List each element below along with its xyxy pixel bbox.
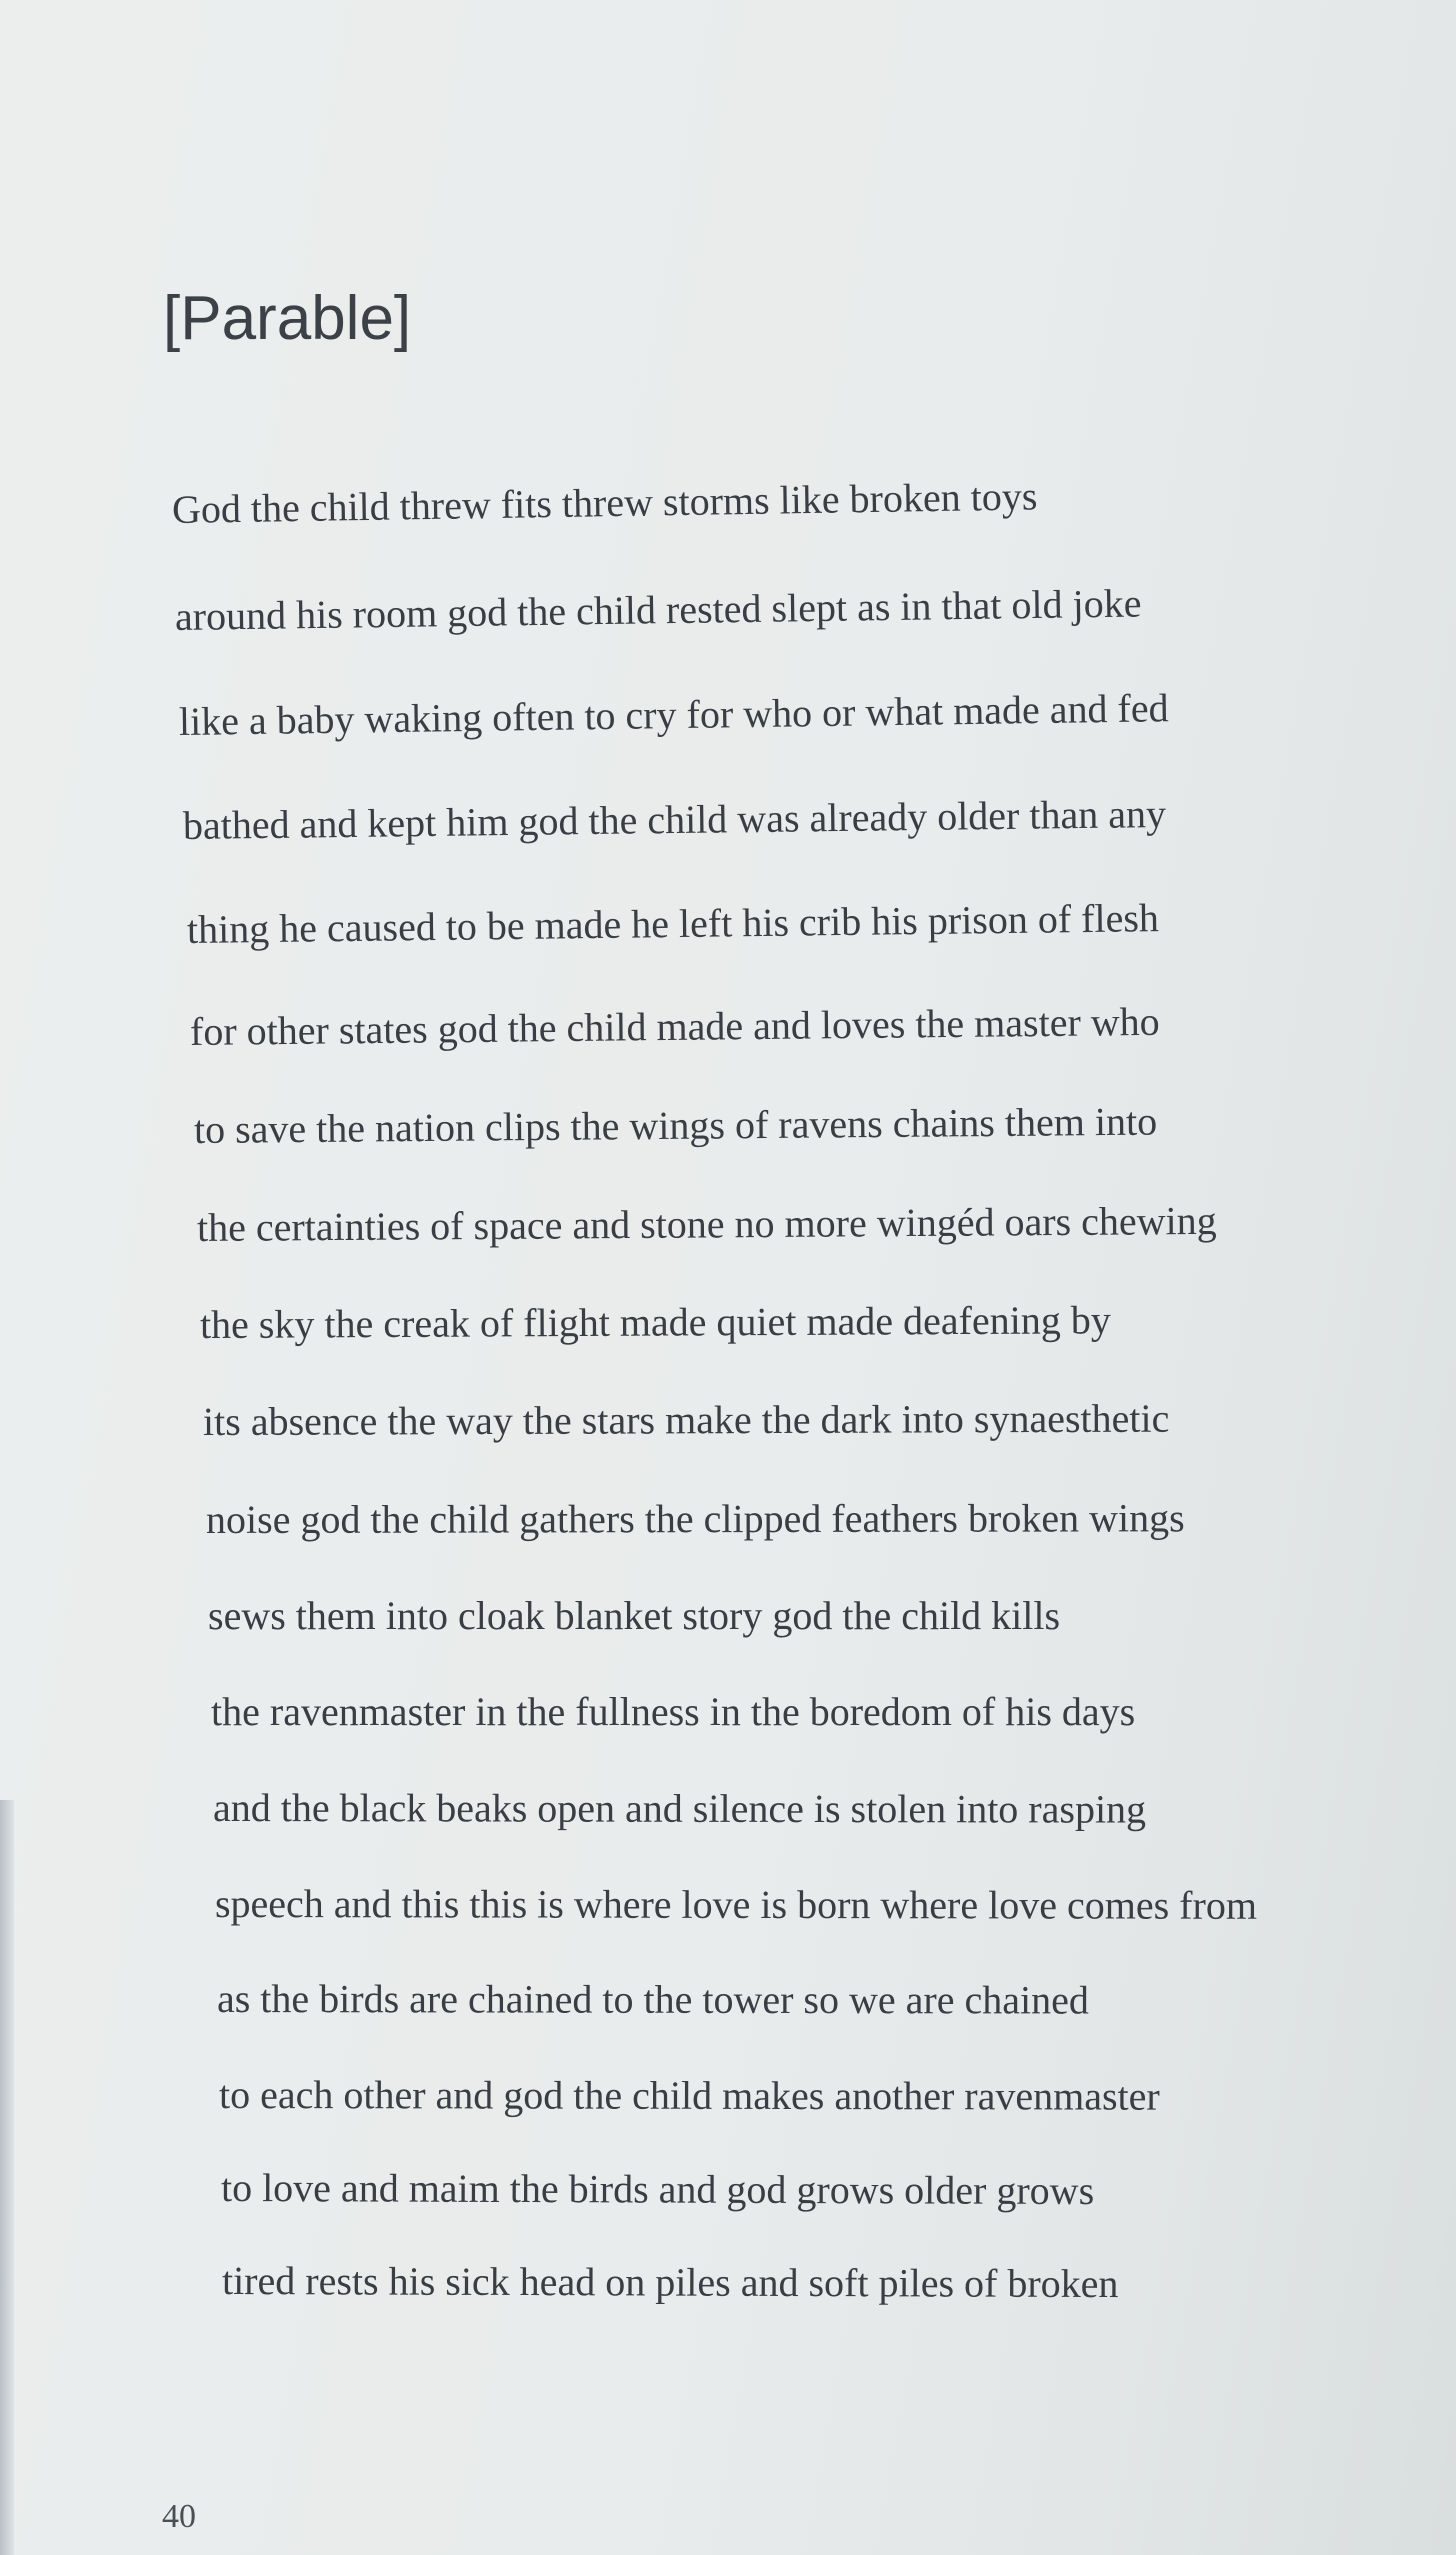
poem-line: speech and this this is where love is born where love comes from [214, 1881, 1257, 1928]
poem-line: to love and maim the birds and god grows older grows [220, 2165, 1095, 2214]
poem-line: for other states god the child made and loves the master who [189, 998, 1160, 1054]
poem-line: tired rests his sick head on piles and soft piles of broken [221, 2258, 1119, 2307]
poem-line: its absence the way the stars make the dark into synaesthetic [202, 1395, 1170, 1444]
page-edge-shadow [0, 1800, 14, 2555]
poem-line: around his room god the child rested slept as in that old joke [174, 580, 1142, 639]
poem-line: the certainties of space and stone no more wingéd oars chewing [196, 1197, 1217, 1250]
poem-line: noise god the child gathers the clipped feathers broken wings [205, 1495, 1185, 1542]
poem-line: the sky the creak of flight made quiet made deafening by [199, 1297, 1111, 1347]
poem-line: sews them into cloak blanket story god the child kills [208, 1593, 1061, 1638]
poem-line: like a baby waking often to cry for who or what made and fed [178, 685, 1169, 744]
poem-line: to each other and god the child makes another ravenmaster [218, 2072, 1160, 2119]
poem-title: [Parable] [163, 284, 412, 353]
poem-line: and the black beaks open and silence is stolen into rasping [212, 1785, 1147, 1832]
poem-line: thing he caused to be made he left his crib his prison of flesh [186, 895, 1160, 952]
poem-line: bathed and kept him god the child was already older than any [182, 790, 1167, 848]
poem-line: God the child threw fits threw storms like broken toys [171, 473, 1038, 532]
poem-line: to save the nation clips the wings of ravens chains them into [193, 1098, 1158, 1152]
poem-line: as the birds are chained to the tower so we are chained [216, 1976, 1089, 2023]
page-number: 40 [162, 2498, 196, 2535]
poem-line: the ravenmaster in the fullness in the boredom of his days [211, 1689, 1136, 1734]
